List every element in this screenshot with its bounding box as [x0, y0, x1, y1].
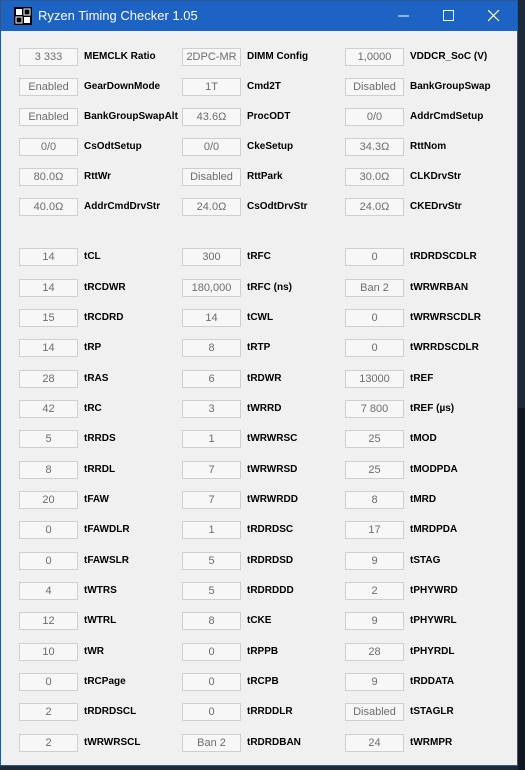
timing-value-field[interactable]: 28 [19, 370, 78, 388]
timing-value-field[interactable]: 14 [19, 339, 78, 357]
timing-value-field[interactable]: 25 [345, 461, 404, 479]
timing-label: tRP [84, 342, 102, 353]
timing-value-field[interactable]: 80.0Ω [19, 168, 78, 186]
timing-value-field[interactable]: Disabled [345, 78, 404, 96]
timing-label: tMOD [410, 433, 437, 444]
timing-value-field[interactable]: 17 [345, 521, 404, 539]
timing-label: tRRDDLR [247, 706, 293, 717]
timing-value-field[interactable]: 42 [19, 400, 78, 418]
timing-label: BankGroupSwap [410, 81, 491, 92]
timing-value-field[interactable]: 0/0 [345, 108, 404, 126]
timing-value-field[interactable]: Ban 2 [182, 734, 241, 752]
timing-label: tSTAGLR [410, 706, 454, 717]
timing-label: CLKDrvStr [410, 171, 462, 182]
timing-label: RttWr [84, 171, 112, 182]
timing-row [1, 108, 517, 126]
minimize-button[interactable] [381, 1, 427, 31]
timing-row [1, 430, 517, 448]
timing-row [1, 370, 517, 388]
timing-value-field[interactable]: 0 [182, 703, 241, 721]
timing-label: AddrCmdSetup [410, 111, 484, 122]
timing-value-field[interactable]: Enabled [19, 108, 78, 126]
maximize-icon [443, 10, 455, 22]
timing-row [1, 138, 517, 156]
timing-label: tRDDATA [410, 676, 455, 687]
timing-label: CKEDrvStr [410, 201, 462, 212]
timing-value-field[interactable]: 5 [19, 430, 78, 448]
timing-row [1, 491, 517, 509]
timing-value-field[interactable]: 1,0000 [345, 48, 404, 66]
timing-label: tWRMPR [410, 737, 453, 748]
timing-label: tWRRDSCDLR [410, 342, 479, 353]
timing-label: CsOdtDrvStr [247, 201, 308, 212]
timing-label: tPHYWRD [410, 585, 458, 596]
timing-value-field[interactable]: 0 [182, 673, 241, 691]
timing-value-field[interactable]: 7 800 [345, 400, 404, 418]
timing-row [1, 400, 517, 418]
timing-label: CsOdtSetup [84, 141, 142, 152]
timing-label: tCKE [247, 615, 272, 626]
timing-label: tRDRDSCL [84, 706, 137, 717]
timing-label: tSTAG [410, 555, 441, 566]
timing-label: MEMCLK Ratio [84, 51, 156, 62]
timing-value-field[interactable]: 0 [345, 248, 404, 266]
timing-value-field[interactable]: 14 [19, 248, 78, 266]
timing-row [1, 48, 517, 66]
timing-row [1, 734, 517, 752]
timing-value-field[interactable]: Ban 2 [345, 279, 404, 297]
timing-label: tRDRDSC [247, 524, 294, 535]
timing-value-field[interactable]: 0 [345, 339, 404, 357]
app-icon [14, 7, 32, 25]
timing-label: tRDRDSD [247, 555, 294, 566]
timing-value-field[interactable]: 43.6Ω [182, 108, 241, 126]
timing-value-field[interactable]: 8 [19, 461, 78, 479]
timing-value-field[interactable]: 12 [19, 612, 78, 630]
timing-label: tRAS [84, 373, 109, 384]
timing-value-field[interactable]: 14 [182, 309, 241, 327]
timing-value-field[interactable]: 0 [19, 521, 78, 539]
timing-value-field[interactable]: 300 [182, 248, 241, 266]
timing-label: RttNom [410, 141, 447, 152]
timing-label: tFAWSLR [84, 555, 129, 566]
timing-label: tRDWR [247, 373, 282, 384]
timing-value-field[interactable]: 7 [182, 491, 241, 509]
timing-label: tWTRS [84, 585, 117, 596]
timing-label: tRFC (ns) [247, 282, 292, 293]
timing-value-field[interactable]: 3 [182, 400, 241, 418]
timing-label: tRPPB [247, 646, 279, 657]
timing-value-field[interactable]: 24.0Ω [182, 198, 241, 216]
timing-value-field[interactable]: 2DPC-MR [182, 48, 241, 66]
timing-value-field[interactable]: 0 [182, 643, 241, 661]
timing-row [1, 461, 517, 479]
timing-label: tRDRDBAN [247, 737, 301, 748]
timing-label: tWRWRBAN [410, 282, 469, 293]
timing-row [1, 612, 517, 630]
timing-value-field[interactable]: 8 [345, 491, 404, 509]
timing-label: tRRDL [84, 464, 116, 475]
timing-value-field[interactable]: 15 [19, 309, 78, 327]
timing-value-field[interactable]: 10 [19, 643, 78, 661]
timing-value-field[interactable]: Disabled [182, 168, 241, 186]
timing-label: tWRWRSCDLR [410, 312, 481, 323]
timing-row [1, 279, 517, 297]
timing-label: tRTP [247, 342, 271, 353]
minimize-icon [398, 10, 410, 22]
timing-value-field[interactable]: 2 [345, 582, 404, 600]
timing-value-field[interactable]: 5 [182, 582, 241, 600]
timing-row [1, 521, 517, 539]
timing-value-field[interactable]: 30.0Ω [345, 168, 404, 186]
window-title: Ryzen Timing Checker 1.05 [38, 8, 198, 23]
timing-row [1, 339, 517, 357]
timing-value-field[interactable]: 1 [182, 521, 241, 539]
maximize-button[interactable] [426, 1, 472, 31]
timing-value-field[interactable]: 14 [19, 279, 78, 297]
timing-label: tWRWRDD [247, 494, 298, 505]
timing-label: tREF [410, 373, 434, 384]
timing-label: tMODPDA [410, 464, 458, 475]
timing-label: tRDRDDD [247, 585, 294, 596]
timing-label: tPHYRDL [410, 646, 455, 657]
timing-value-field[interactable]: 9 [345, 612, 404, 630]
timing-label: ProcODT [247, 111, 291, 122]
title-bar[interactable] [1, 1, 517, 31]
timing-label: tCL [84, 251, 101, 262]
timing-value-field[interactable]: 6 [182, 370, 241, 388]
timing-value-field[interactable]: 34.3Ω [345, 138, 404, 156]
timing-value-field[interactable]: 2 [19, 734, 78, 752]
background-desktop-strip [518, 408, 525, 770]
timing-value-field[interactable]: 7 [182, 461, 241, 479]
timing-row [1, 198, 517, 216]
timing-value-field[interactable]: 28 [345, 643, 404, 661]
timing-value-field[interactable]: 0/0 [19, 138, 78, 156]
timing-row [1, 673, 517, 691]
timing-label: CkeSetup [247, 141, 294, 152]
timing-label: GearDownMode [84, 81, 161, 92]
timing-label: tWR [84, 646, 104, 657]
timing-value-field[interactable]: 9 [345, 673, 404, 691]
timing-value-field[interactable]: 0 [345, 309, 404, 327]
timing-row [1, 703, 517, 721]
timing-value-field[interactable]: 8 [182, 339, 241, 357]
timing-label: tCWL [247, 312, 274, 323]
timing-value-field[interactable]: 0 [19, 673, 78, 691]
timing-label: tPHYWRL [410, 615, 457, 626]
timing-label: tWTRL [84, 615, 117, 626]
timing-value-field[interactable]: Disabled [345, 703, 404, 721]
timing-label: tWRWRSD [247, 464, 298, 475]
timing-label: tRCPB [247, 676, 279, 687]
timing-label: tFAWDLR [84, 524, 130, 535]
timing-label: Cmd2T [247, 81, 281, 92]
timing-value-field[interactable]: 24.0Ω [345, 198, 404, 216]
timing-row [1, 78, 517, 96]
timing-value-field[interactable]: 5 [182, 552, 241, 570]
timing-value-field[interactable]: 0/0 [182, 138, 241, 156]
timing-row [1, 309, 517, 327]
timing-label: VDDCR_SoC (V) [410, 51, 488, 62]
timing-label: tMRD [410, 494, 437, 505]
timing-value-field[interactable]: 8 [182, 612, 241, 630]
timing-label: tWRRD [247, 403, 282, 414]
timing-label: tRCPage [84, 676, 126, 687]
timing-value-field[interactable]: 40.0Ω [19, 198, 78, 216]
timing-value-field[interactable]: 24 [345, 734, 404, 752]
timing-label: AddrCmdDrvStr [84, 201, 161, 212]
timing-label: tRC [84, 403, 102, 414]
timing-label: RttPark [247, 171, 283, 182]
timing-label: BankGroupSwapAlt [84, 111, 178, 122]
timing-row [1, 248, 517, 266]
timing-value-field[interactable]: 3 333 [19, 48, 78, 66]
timing-value-field[interactable]: 20 [19, 491, 78, 509]
timing-label: tRCDWR [84, 282, 126, 293]
timing-label: tRDRDSCDLR [410, 251, 477, 262]
timing-value-field[interactable]: 9 [345, 552, 404, 570]
timing-value-field[interactable]: 180,000 [182, 279, 241, 297]
timing-row [1, 643, 517, 661]
timing-value-field[interactable]: 1 [182, 430, 241, 448]
timing-label: tFAW [84, 494, 109, 505]
timing-label: tMRDPDA [410, 524, 458, 535]
timing-label: tRFC [247, 251, 271, 262]
timing-label: tRCDRD [84, 312, 124, 323]
timing-label: tWRWRSC [247, 433, 298, 444]
close-button[interactable] [471, 1, 517, 31]
timing-row [1, 168, 517, 186]
timing-value-field[interactable]: 4 [19, 582, 78, 600]
close-icon [488, 10, 500, 22]
timing-label: tWRWRSCL [84, 737, 141, 748]
timing-row [1, 582, 517, 600]
timing-label: tRRDS [84, 433, 116, 444]
timing-value-field[interactable]: 25 [345, 430, 404, 448]
timing-value-field[interactable]: 1T [182, 78, 241, 96]
timing-label: DIMM Config [247, 51, 309, 62]
timing-label: tREF (µs) [410, 403, 455, 414]
timing-value-field[interactable]: 0 [19, 552, 78, 570]
timing-value-field[interactable]: 13000 [345, 370, 404, 388]
timing-value-field[interactable]: 2 [19, 703, 78, 721]
timings-panel [1, 31, 517, 766]
timing-row [1, 552, 517, 570]
timing-value-field[interactable]: Enabled [19, 78, 78, 96]
